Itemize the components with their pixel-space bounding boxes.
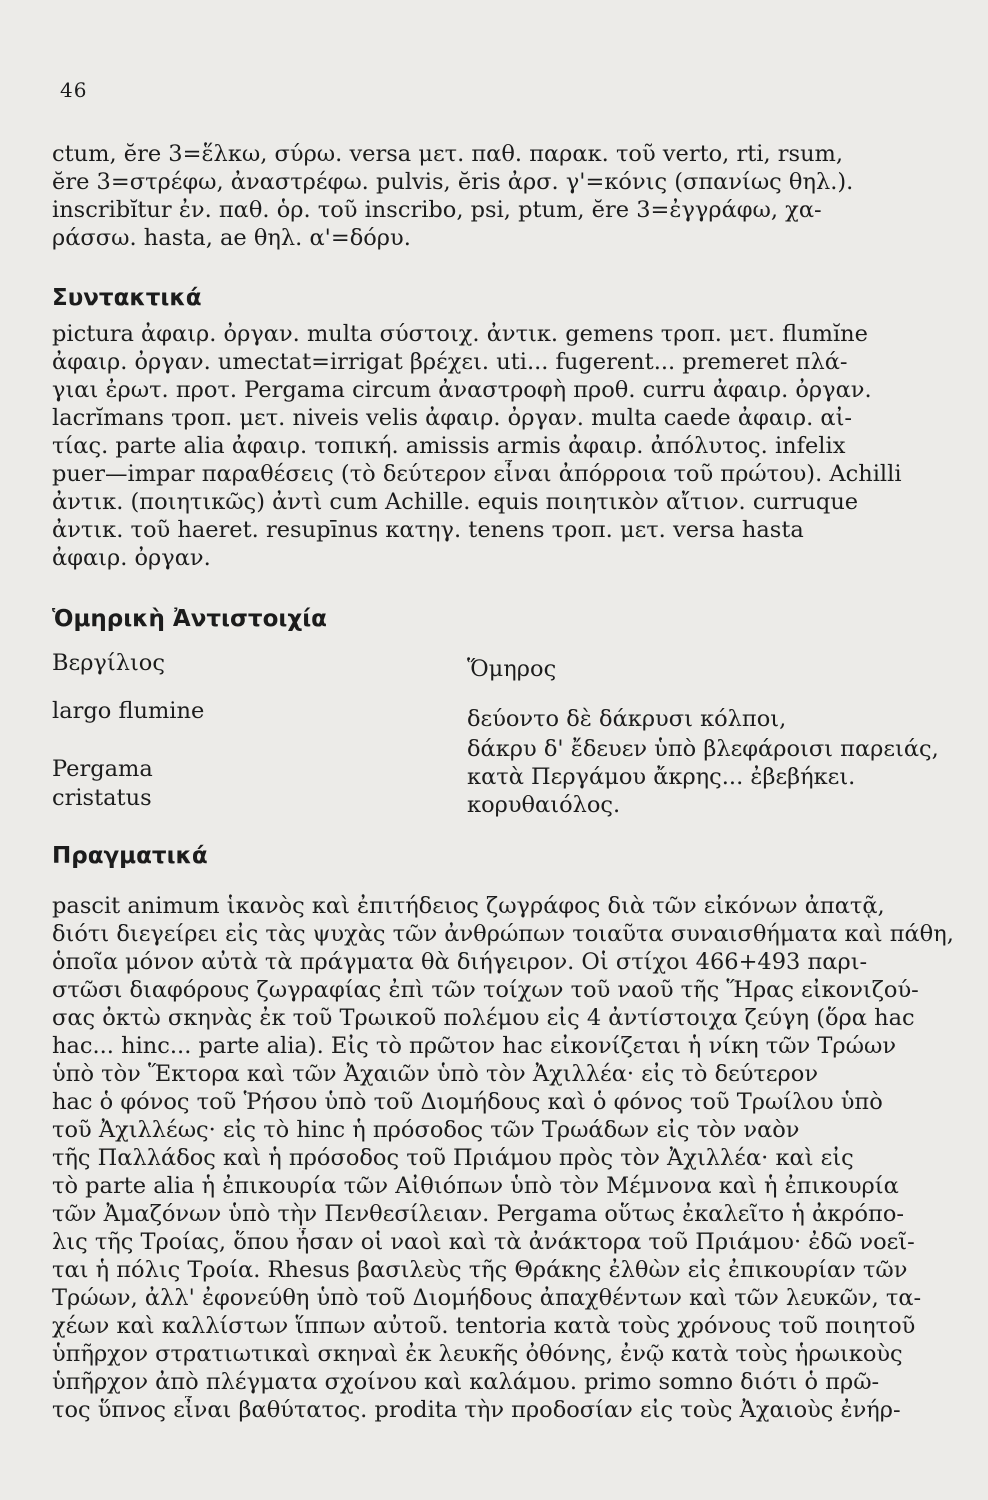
vergil-header: Βεργίλιος xyxy=(52,650,165,676)
homer-item: κορυθαιόλος. xyxy=(467,792,621,818)
text-line: ἀφαιρ. ὀργαν. umectat=irrigat βρέχει. uti... fugerent... premeret πλά- xyxy=(52,349,848,375)
text-line: pascit animum ἱκανὸς καὶ ἐπιτήδειος ζωγράφος διὰ τῶν εἰκόνων ἀπατᾷ, xyxy=(52,893,885,919)
vergil-item: largo flumine xyxy=(52,698,205,724)
text-line: τῶν Ἀμαζόνων ὑπὸ τὴν Πενθεσίλειαν. Pergama οὕτως ἐκαλεῖτο ἡ ἀκρόπο- xyxy=(52,1201,904,1227)
text-line: λις τῆς Τροίας, ὅπου ἦσαν οἱ ναοὶ καὶ τὰ ἀνάκτορα τοῦ Πριάμου· ἐδῶ νοεῖ- xyxy=(52,1229,915,1255)
text-line: inscribĭtur ἐν. παθ. ὁρ. τοῦ inscribo, psi, ptum, ĕre 3=ἐγγράφω, χα- xyxy=(52,197,822,223)
text-line: pictura ἀφαιρ. ὀργαν. multa σύστοιχ. ἀντικ. gemens τροπ. μετ. flumĭne xyxy=(52,321,868,347)
text-line: ĕre 3=στρέφω, ἀναστρέφω. pulvis, ĕris ἀρσ. γ'=κόνις (σπανίως θηλ.). xyxy=(52,169,854,195)
homer-item: δάκρυ δ' ἔδευεν ὑπὸ βλεφάροισι παρειάς, xyxy=(467,736,939,762)
text-line: χέων καὶ καλλίστων ἵππων αὐτοῦ. tentoria κατὰ τοὺς χρόνους τοῦ ποιητοῦ xyxy=(52,1313,916,1339)
vergil-item: cristatus xyxy=(52,785,152,811)
text-line: ἀντικ. τοῦ haeret. resupīnus κατηγ. tenens τροπ. μετ. versa hasta xyxy=(52,517,804,543)
vergil-item: Pergama xyxy=(52,756,153,782)
text-line: ὁποῖα μόνον αὐτὰ τὰ πράγματα θὰ διήγειρον. Οἱ στίχοι 466+493 παρι- xyxy=(52,949,868,975)
text-line: τοῦ Ἀχιλλέως· εἰς τὸ hinc ἡ πρόσοδος τῶν Τρωάδων εἰς τὸν ναὸν xyxy=(52,1117,800,1143)
text-line: hac... hinc... parte alia). Εἰς τὸ πρῶτον hac εἰκονίζεται ἡ νίκη τῶν Τρώων xyxy=(52,1033,896,1059)
homeric-comparison xyxy=(52,650,956,830)
text-line: Τρώων, ἀλλ' ἐφονεύθη ὑπὸ τοῦ Διομήδους ἀπαχθέντων καὶ τῶν λευκῶν, τα- xyxy=(52,1285,922,1311)
syntax-paragraph xyxy=(52,320,956,572)
text-line: τὸ parte alia ἡ ἐπικουρία τῶν Αἰθιόπων ὑπὸ τὸν Μέμνονα καὶ ἡ ἐπικουρία xyxy=(52,1173,899,1199)
text-line: ράσσω. hasta, ae θηλ. α'=δόρυ. xyxy=(52,225,411,251)
text-line: ἀντικ. (ποιητικῶς) ἀντὶ cum Achille. equis ποιητικὸν αἴτιον. curruque xyxy=(52,489,859,515)
real-paragraph xyxy=(52,892,956,1424)
text-line: στῶσι διαφόρους ζωγραφίας ἐπὶ τῶν τοίχων τοῦ ναοῦ τῆς Ἥρας εἰκονιζού- xyxy=(52,977,919,1003)
text-line: ὑπὸ τὸν Ἕκτορα καὶ τῶν Ἀχαιῶν ὑπὸ τὸν Ἀχιλλέα· εἰς τὸ δεύτερον xyxy=(52,1061,819,1087)
section-heading-syntax: Συντακτικά xyxy=(52,285,202,311)
text-line: ctum, ĕre 3=ἕλκω, σύρω. versa μετ. παθ. παρακ. τοῦ verto, rti, rsum, xyxy=(52,141,844,167)
text-line: lacrĭmans τροπ. μετ. niveis velis ἀφαιρ. ὀργαν. multa caede ἀφαιρ. αἰ- xyxy=(52,405,853,431)
text-line: γιαι ἐρωτ. προτ. Pergama circum ἀναστροφὴ προθ. curru ἀφαιρ. ὀργαν. xyxy=(52,377,872,403)
text-line: ται ἡ πόλις Τροία. Rhesus βασιλεὺς τῆς Θράκης ἐλθὼν εἰς ἐπικουρίαν τῶν xyxy=(52,1257,908,1283)
section-heading-real: Πραγματικά xyxy=(52,843,208,869)
homer-item: κατὰ Περγάμου ἄκρης... ἐβεβήκει. xyxy=(467,764,856,790)
section-heading-homeric: Ὁμηρικὴ Ἀντιστοιχία xyxy=(52,606,327,632)
vocabulary-paragraph xyxy=(52,140,956,252)
text-line: τῆς Παλλάδος καὶ ἡ πρόσοδος τοῦ Πριάμου πρὸς τὸν Ἀχιλλέα· καὶ εἰς xyxy=(52,1145,854,1171)
text-line: διότι διεγείρει εἰς τὰς ψυχὰς τῶν ἀνθρώπων τοιαῦτα συναισθήματα καὶ πάθη, xyxy=(52,921,954,947)
homer-item: δεύοντο δὲ δάκρυσι κόλποι, xyxy=(467,706,787,732)
text-line: τος ὕπνος εἶναι βαθύτατος. prodita τὴν προδοσίαν εἰς τοὺς Ἀχαιοὺς ἐνήρ- xyxy=(52,1397,901,1423)
text-line: ἀφαιρ. ὀργαν. xyxy=(52,545,211,571)
text-line: σας ὀκτὼ σκηνὰς ἐκ τοῦ Τρωικοῦ πολέμου εἰς 4 ἀντίστοιχα ζεύγη (ὅρα hac xyxy=(52,1005,915,1031)
text-line: hac ὁ φόνος τοῦ Ῥήσου ὑπὸ τοῦ Διομήδους καὶ ὁ φόνος τοῦ Τρωίλου ὑπὸ xyxy=(52,1089,883,1115)
text-line: ὑπῆρχον στρατιωτικαὶ σκηναὶ ἐκ λευκῆς ὀθόνης, ἐνῷ κατὰ τοὺς ἡρωικοὺς xyxy=(52,1341,903,1367)
text-line: puer—impar παραθέσεις (τὸ δεύτερον εἶναι ἀπόρροια τοῦ πρώτου). Achilli xyxy=(52,461,902,487)
text-line: ὑπῆρχον ἀπὸ πλέγματα σχοίνου καὶ καλάμου. primo somno διότι ὁ πρῶ- xyxy=(52,1369,880,1395)
page-number: 46 xyxy=(60,78,88,102)
homer-header: Ὅμηρος xyxy=(467,656,557,682)
text-line: τίας. parte alia ἀφαιρ. τοπική. amissis armis ἀφαιρ. ἀπόλυτος. infelix xyxy=(52,433,846,459)
